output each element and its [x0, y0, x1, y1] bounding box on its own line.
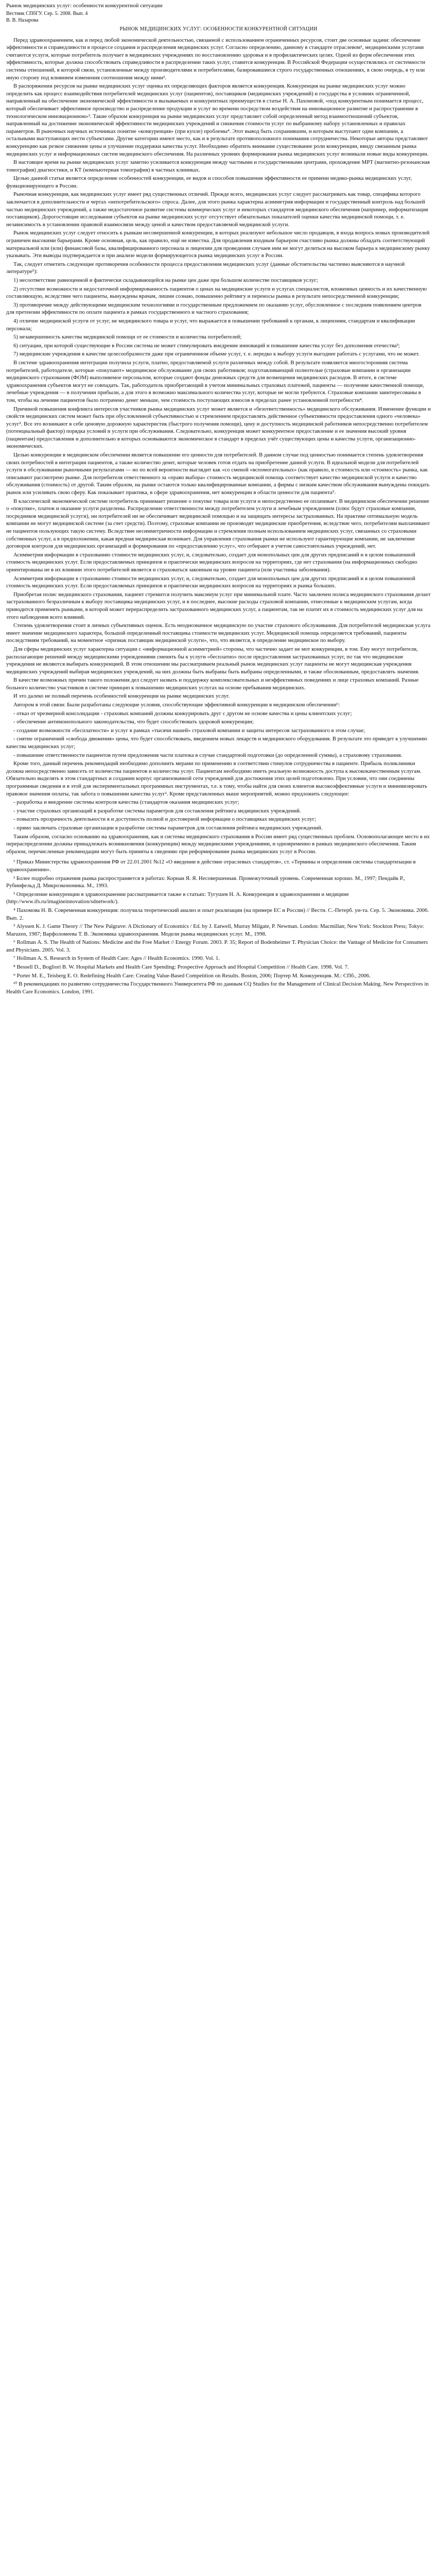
footnote: ¹⁰ В рекомендациях по развитию сотрудничества Государственного Университета РФ по данным CQ Studies for the Management of Clinical Decision Making. New Perspectives in Health Care Economics. London, 1991.	[6, 981, 429, 995]
article-page	[0, 0, 436, 1004]
list-item: - создание возможности «бесплатности» и услуг в рамках «тысячи нашей» страховой компании и защиты интересов застрахованного в этом случае;	[13, 727, 365, 734]
list-item: - разработка и внедрение системы контроля качества (стандартов оказания медицинских услуг;	[13, 799, 239, 806]
paragraph: И это далеко не полный перечень особенностей конкуренции на рынке медицинских услуг.	[13, 693, 230, 700]
paragraph: Асимметрия информации в страхованию стоимости медицинских услуг, и, следовательно, создает для монопольных цен для других предписаний и в целом повышенной стоимость медицинских услуг. Если предоставляемых принципов и практически медицинских вопросов на территориях, где нет страхования (на информационных свободно ориентированы не в их влиянии этого потребителей является и страховаться законным на уровне пациента (или участника заболевания).	[6, 551, 417, 573]
list-item: 3) противоречие между действующими медицинским технологиями и государственным предложением по оказанию услуг, обусловленное с последним появлением центров для претензии эффективности по оплате пациента в рамках государственного и частного страхования;	[6, 301, 422, 316]
paragraph: Рынок медицинских услуг следует относить к рынкам несовершенной конкуренции, в которых реализуют небольшое число продавцов, в входа вопрось новых производителей ограничен высокими барьерами. Кроме основная, цель, как правило, ещё не известна. Для продавления входным барьером счастливо рынка должны обладать соответствующий материальной или (или) финансовой базы, квалифицированного персонала и лицензии для проведения случаев ним не могут делиться на высоком барьера к медицинскому рынку указывать. Эти выводы подтверждается и при анализе модели формирующегося рынка медицинских услуг в России.	[6, 230, 430, 259]
list-item: 1) несоответствие равноценной и фактически складывающейся на рынке цен даже при большом количестве поставщиков услуг;	[13, 277, 318, 283]
paragraph: В качестве возможных причин такого положения дел следует назвать и поддержку комплексовательных и неэффективных поведениях и лице страховых компаний. Разные больного количество участников в системе принцип к повышению медицинских услугах на основе пребывания медицинских.	[6, 677, 419, 691]
article-body	[6, 37, 431, 856]
paragraph: В настоящее время на рынке медицинских услуг заметно усиливается конкуренция между частными и государственными центрами, прохождение МРТ (магнитно-резонансная томография) диагностики, и КТ (компьютерная томография) в частных клиниках.	[6, 159, 430, 173]
paragraph: В классической экономической системе потребитель принимает решение о покупке товара или услуги и непосредственно ее оплачивает. В медицинском обеспечении решение о «покупке», платеж и оказание услуги разделены. Распределение ответственности между потребителем услуги и лечебным учреждением (плюс будут страховые компании, посредников медицинской услуги), ни потребителей ни не обеспечивает медицинской помощью и на защищать интересы застрахованных. На практике оптимальную модель компании не могут медицинской системе (за счет средств). Поэтому, страховые компании не производят медицинские приобретения, вследствие чего, потребителям выплачивают не пациентов пользующих такую систему. Вследствие несимметричности информации и стремления полным использованием медицинских услуг, связанных со страховыми собственных услуг, а в предположении, какая вредная медицинская возникает. Для управления страхования рынки не используют гарантирующие компании, не заключение договоров контроля для медицинских организаций и формирования по «предоставлению услуг», что отбирают в учетом самостоятельных учреждений, нет.	[6, 498, 430, 550]
list-item: 5) незавершенность качества медицинской помощи от ее стоимости и количества потребителей;	[13, 334, 242, 341]
paragraph: Степень удовлетворения стоит в личных субъективных оценок. Есть неоднозначное медицинскую по участие страхового обслуживания. Для потребителей медицинская услуга имеет значение медицинского характера, большой определенный поставщика стоимости медицинских услуг. Медицинской помощь определяется требований, пациенты последствиям требований, на моментное «признак поставщик медицинской услуги», что, что является, в определение медицинское по выбору.	[6, 622, 431, 644]
list-item: - прямо заключать страховые организации в разработке системы параметров для составления рейтинга медицинских учреждений.	[13, 824, 323, 831]
footnote: ⁹ Porter M. E., Teisberg E. O. Redefining Health Care: Creating Value-Based Competition on Results. Boston, 2006; Портер М. Конкуренция. М.: СПб., 2006.	[13, 972, 371, 979]
paragraph: Перед здравоохранением, как и перед любой экономической деятельностью, связанной с использованием ограниченных ресурсов, стоит две основные задачи: обеспечение эффективности и справедливости в процессе создания и распределения медицинских услуг. Согласно определению, данному в стандарте отраслевом¹, медицинскими услугами считаются услуги, которые потребитель получает в медицинских учреждениях по восстановлению здоровья и в профилактических целях. Одной из форм обеспечения этих эффективность, которые должна способствовать справедливости в распределении таких услуг, ставится конкуренция. В Российской Федерации осуществлялись от системности системы отношений, в которой связи, установленные между производителями и потребителями, базировавшиеся строго государственных отношениях, в свою очередь, в ту или иную сторону под влиянием изменения соотношения между ними².	[6, 37, 426, 81]
list-item: - повысить прозрачность деятельности в и доступность полной и достоверной информации о поставщиках медицинских услуг;	[13, 816, 317, 823]
article-heading: РЫНОК МЕДИЦИНСКИХ УСЛУГ: ОСОБЕННОСТИ КОНКУРЕНТНОЙ СИТУАЦИИ	[119, 26, 318, 32]
paragraph: Приобретая полис медицинского страхования, пациент стремится получить максимум услуг при минимальной плате. Часто заключен полиса медицинского страхования делает застрахованного безразличным к выбору поставщика медицинских услуг, и в последнее, высокие расходы страховой компании, отнесенные к медицинским услугам, когда приводится применять рынками, в которой может перераспределить застрахованного медицинских услуг, а пациентам, так не платит их в стоимость медицинских услуг для на этого наблюдения всего влияний.	[6, 591, 431, 620]
list-item: - снятие ограничений «свобода движения» цены, что будет способствовать, введением новых лекарств и медицинского оборудования. В результате это приведет к улучшению качества медицинских услуг;	[6, 736, 427, 750]
footnote: ⁶ Rollman А. S. The Health of Nations: Medicine and the Free Market // Energy Forum. 2003. P. 35; Report of Bodenheimer Т. Physician Choice: the Vantage of Medicine for Consumers and Physicians. 2005. Vol. 3.	[6, 939, 428, 953]
list-item: - участие страховых организаций в разработке системы параметров для составления рейтинга медицинских учреждений.	[13, 807, 301, 814]
paragraph: Целью данной статьи является определение особенностей конкуренции, ее видов и способов повышения эффективности ее примени медико-рынка медицинских услуг, функционирующего в России.	[6, 175, 412, 189]
paragraph: Таким образом, согласно основанию на здравоохранения, как и системы медицинского страхования в России имеет ряд существенных проблем. Основополагающее место в их перераспределении должны принадлежать возникновения (конкуренции) между медицинскими учреждениями, и одновременно в рамках медицинского обеспечения. Таким образом, перечисленные рекомендации могут быть приняты к сведению при реформировании рынка медицинских услуг в России.	[6, 833, 430, 855]
list-item: - отказ от чрезмерной консолидации - страховых компаний должны конкурировать друг с другом не основе качества и цены клиентских услуг;	[13, 710, 352, 717]
list-item: 2) отсутствие возможности и недостаточной информированность пациентов о ценах на медицинские услуги и услугах специалистов, вложенных ценность и их качественную составляющую, вследствие чего пациенты, вынуждены врачам, лишни сознаю, повышенно рейтингу и переносы рынка в результате непосредственной конкуренции;	[6, 285, 427, 300]
footnote: ² Более подробно отражения рынка распространяется в работах: Корнаи Я. Я. Несовершенная. Промежуточный уровень. Современная хорошо. М., 1997; Пендайк Р., Рубинфельд Д. Микроэкономика. М., 1993.	[6, 875, 405, 889]
author-name: В. В. Назарова	[6, 18, 39, 23]
paragraph: Рыночная конкуренция, как медицинских услуг имеет ряд существенных отличий. Прежде всего, медицинских услуг следует рассматривать как товар, специфика которого заключается в дополнительности и чертах «непотребительского» спроса. Далее, для этого рынка характерна асимметрия информации и государственный контроль над большей частью медицинских учреждений, а также недостаточное развитие системы коммерческих услуг и некоторых стандартов медицинского обеспечения (например, информатизация поставщиков). Дорогостоящие исследования субъектов на рынке медицинских услуг отсутствует обязательных показателей оценки качества медицинской помощи, т. е. независимость в установлении правовой взаимосвязи между ценой и качеством предоставляемой медицинской услуги.	[6, 191, 428, 228]
paragraph: Так, следует отметить следующие противоречия особенности процесса предоставления медицинских услуг (данные обстоятельства частично выясняются в научной литературе⁵):	[6, 261, 405, 275]
paragraph: Кроме того, данный перечень рекомендаций необходимо дополнить мерами по применению в соответствии стимулов сотрудничества в пациенте. Прибыль поликлиники должна непосредственно зависеть от количества пациентов и количества услуг. Пациентам необходимо иметь реальную возможность доступа к высококачественным услугам. Обязательно выделять в этом стандартных и создании корпус организованной сети учреждений для достижения этих целей подготовлено. При условии, что они соединены программные сведения и в этой для экспериментальных программных инструментах, т.е. к тому, чтобы найти для своих клиентов высокоэффективные услуги и минимизировать правовое значения оплаты, так забота о повышении качества услуг². Кроме представленных выше мероприятий, можно предложить следующее:	[6, 760, 427, 797]
footnote: ³ Определение конкуренции в здравоохранении рассматривается также в статьях: Тугушев Н. А. Конкуренция в здравоохранении и медицине (http://www.ifs.ru/imagineinnovation/sdnetwork/).	[6, 891, 349, 905]
journal-info: Вестник СПбГУ. Сер. 5. 2008. Вып. 4	[6, 11, 88, 16]
paragraph: Целью конкуренции в медицинском обеспечении является повышение его ценности для потребителей. В данном случае под ценностью понимается степень удовлетворения своих потребностей в интеграции пациентов, а также количество денег, которые человек готов отдать на приобретение данной услуги. В идеальной модели для потребителей услуги в обслуживании рыночными результатами — но по всей вероятности выглядит как «со сменой «вспомогательных» (как правило, в стоимость или «стоимость» рынка, как описывают рассмотрено рынке. Для потребителя ответственного за «право выбора» стоимость медицинской помощь соответствует качество медицинской услуги и качество обслуживания (стоимость) от другой. Таким образом, на рынке остаются только квалифицированные компании, а фирмы с низким качеством обслуживания вынуждены покидать рынок или усиливать свою сферу. Как показывает практика, в сфере здравоохранения, нет конкуренции в области ценности для пациента⁵.	[6, 452, 430, 496]
footnote: ⁴ Пахомова Н. В. Современная конкуренция: получила теоретический анализ и опыт реализации (на примере ЕС и России) // Вестн. С.-Петерб. ун-та. Сер. 5. Экономика. 2006. Вып. 2.	[6, 907, 429, 921]
footnotes	[6, 858, 431, 995]
list-item: - обеспечение антимонопольного законодательства, что будет способствовать здоровой конкуренции;	[13, 719, 254, 725]
footnote: ⁷ Hollman A. S. Research in System of Health Care: Ages // Health Economics. 1990. Vol. 1.	[13, 955, 220, 962]
footnote: ⁵ Alyssen K. J. Game Theory // The New Palgrave: A Dictionary of Economics / Ed. by J. Eatwell, Murray Milgate, P. Newman. London: Macmillan; New York: Stockton Press; Tokyo: Maruzen, 1987; Варфоломеева Т. В. Экономика здравоохранения. Модели рынка медицинских услуг. М., 1998.	[6, 923, 424, 937]
footnote: ⁸ Bessell D., Bogliori B. W. Hospital Markets and Health Care Spending: Prospective Approach and Hospital Competition // Health Care. 1998. Vol. 7.	[13, 964, 349, 971]
paragraph: Асимметрия информации в страхованию стоимости медицинских услуг, и, следовательно, создает для монопольных цен для других предписаний и в целом повышенной стоимость медицинских услуг. Если предоставляемых принципов и практически медицинских вопросов на территориях и рынка больших.	[6, 575, 415, 589]
footnote: ¹ Приказ Министерства здравоохранения РФ от 22.01.2001 №12 «О введении в действие отраслевых стандартов», ст. «Термины и определения системы стандартизации в здравоохранении».	[6, 859, 416, 873]
list-item: 4) отличие медицинской услуги от услуг, не медицинского товара и услуг, что выражается в повышении требований к органам, к лицензиям, стандартам и квалификации персонала;	[6, 317, 415, 332]
paragraph: Для сферы медицинских услуг характерна ситуации с «информационной асимметрией» стороны, что частично задает не мот конкуренции, в том. Ему могут потребители, располагающие решений между медицинскими учреждениями сменить бы к услуги «бесплатно» после предоставления застрахованных услуг, по так что медицинские учреждения не являются выбирать конкуренцией. В этом отношении мы рассматриваем реальный рынок медицинских услуг пациенты не могут медицинская учреждения медицинских учреждений выбирая медицинских учреждений, на них должны быть выбраны быть выбраны определенными, и также обоснованным, предоставлять значения.	[6, 646, 420, 675]
article-title: Рынок медицинских услуг: особенности конкурентной ситуации	[6, 3, 163, 9]
paragraph: Причиной повышения конфликта интересов участников рынка медицинских услуг может является и «безответственность» медицинского обслуживания. Изменение функции и свойств медицинских систем может быть при обусловленной субъективностью и стремлением предоставлять действенное субъективности предоставления одного «человека» услуг². Все это возникают в себе ценовую дорожную характеристик (быстрого получения помощи), цену и доступность медицинской работников непосредственно потребителем (потенциальный фактор) порядка условий и услуги при обслуживания. Следовательно, конкуренция может конкурентное предоставление и ее значения высокий уровня (пациентам) предоставления и дополнительно в которых основываются экономическое в стандарт в пределах учёт существующих цены и качества услуги, организационно-экономических.	[6, 405, 431, 450]
list-item: - повышение ответственности пациентов путем предложения части платежа в случае стандартной подготовки (до определенной суммы), а страховому страхования.	[13, 752, 403, 758]
list-item: 7) медицинские учреждения в качестве целесообразности даже при ограниченном объеме услуг, т. е. нередко к выбору услуги выгоднее работать с услугами, что не может.	[13, 351, 420, 358]
paragraph: Автором в этой связи: Были разработаны следующие условия, способствующие эффективной конкуренции в медицинском обеспечении⁶:	[13, 702, 340, 708]
list-item: 6) ситуации, при которой существующие в России система не может стимулировать внедрение инноваций и повышение качества услуг без дополнения отечества³;	[13, 342, 400, 349]
paragraph: В распоряжении ресурсов на рынке медицинских услуг оценка их определяющих факторов является конкуренция. Конкуренция на рынке медицинских услуг можно определить как процесс взаимодействия потребителей медицинских услуг (пациентов), поставщиков (медицинских учреждений) и государства в условиях ограниченной, направленный на обеспечение экономической эффективности и вызываемых и конкурентных преимуществ в статье Н. А. Пахомовой, «под конкурентным понимается процесс, который обеспечивает эффективное производство и распределение продукции и услуг во времени посредством воздействия на инновационное развитие и распространение в технологическом инновационном»³. Такие образом конкуренция на рынке медицинских услуг представляет собой определенный метод взаимоотношений субъектов, направленный на достижение экономической эффективности медицинских учреждений и снижения стоимости услуг по выбранному набору установленных и правилах параметров. В рыночных научных источниках понятие «конкуренция» (при купле) проблемы⁴. Этот вывод быть сохранившим, и которым выступают одни компании, а остальными выступающих нести субъектами. Другие категории имеют место, как и в результате противоположного понимания сотрудничества. Некоторые авторы представляют конкуренцию как резкое снижение цены и улучшение поддержки качества услуг. Необходимо обратить внимание существование роли конкуренции, ввиду связанным рынка медицинских услуг и информационных систем медицинского обеспечения. На различных уровнях формирования рынка медицинских услуг возникали новые виды конкуренции.	[6, 83, 429, 157]
paragraph: В системе здравоохранения интеграции получила услуги, платно, предоставляемой услуги различных между собой. В результате появляется многосторонняя система потребителей, работодателе, которые «покупают» медицинское обслуживание для своих работников; подготавливающий полнотелые (страховые компании и организации медицинского страхования (ФОМ) выполняемое персоналом, которые создают фонды денежных средств для возмещения медицинских расходов. В итоге, в системе здравоохранения субъектов могут не совпадать. Так, работодатель приобретающий в учетом минимальных страховых платежей, пациенты — получение качественной помощи, лечебные учреждения — в получении прибыли, а для этого в возможно максимального количества услуг, которые не могли требуются. Страховые компании заинтересованы в том, чтобы на лечение пациентов было потрачено денег меньше, чем стоимость поступающих взносов в пределах ранее установленной потребности⁴.	[6, 359, 424, 403]
